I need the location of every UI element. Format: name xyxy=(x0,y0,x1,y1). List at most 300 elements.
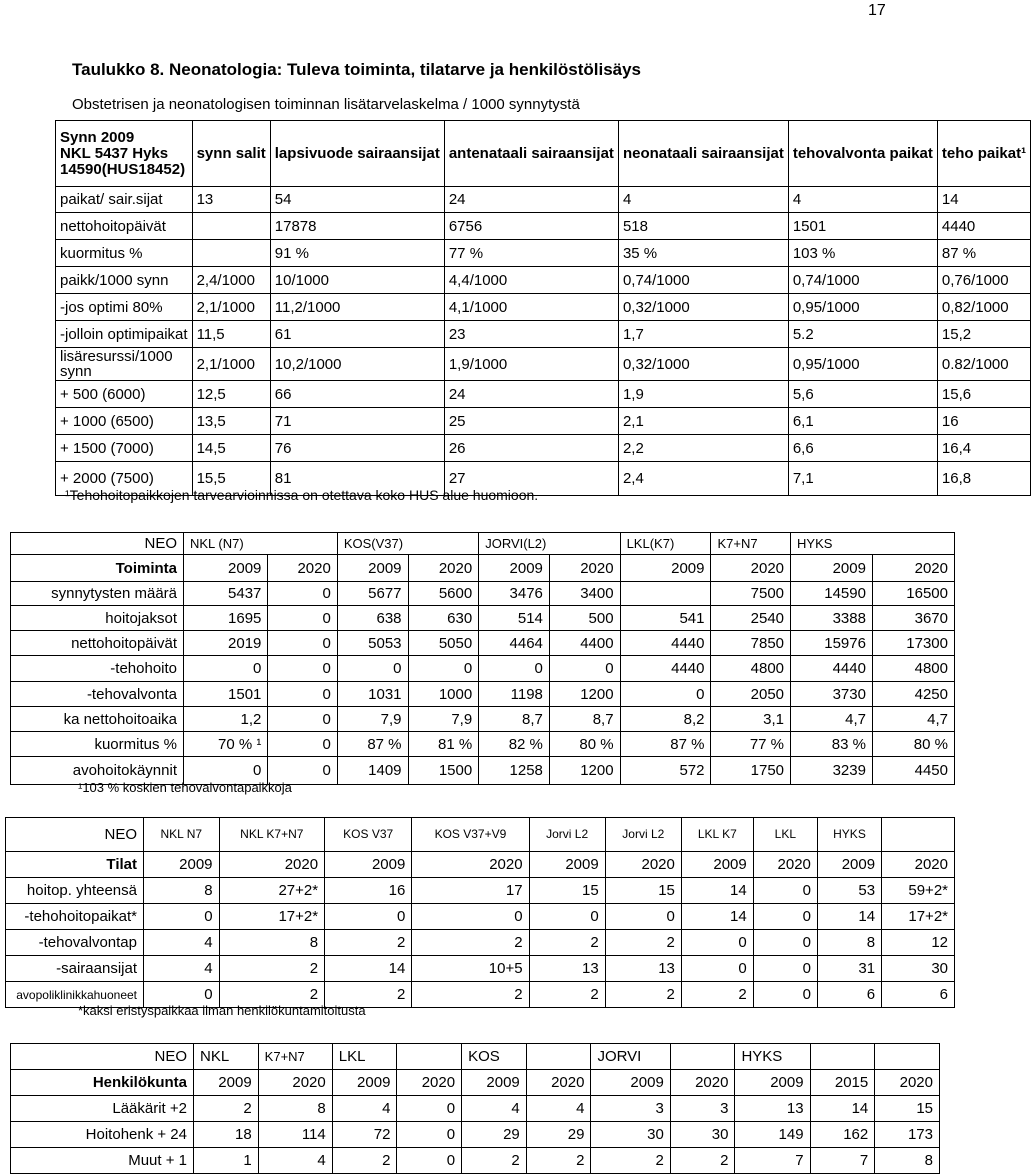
t2-cell: 16500 xyxy=(872,582,954,606)
t1-row-label: nettohoitopäivät xyxy=(56,213,193,240)
t4-cell: 18 xyxy=(194,1122,259,1148)
t4-row-label: Hoitohenk + 24 xyxy=(11,1122,194,1148)
t2-cell: 2009 xyxy=(620,555,711,582)
t4-cell: 29 xyxy=(526,1122,591,1148)
t2-cell: 4,7 xyxy=(872,707,954,732)
t2-cell: 4440 xyxy=(620,656,711,682)
t2-cell: 2020 xyxy=(549,555,620,582)
t2-cell: 0 xyxy=(408,656,479,682)
t1-cell: 5,6 xyxy=(788,381,937,408)
t2-g-k7n7: K7+N7 xyxy=(711,533,791,555)
t2-row xyxy=(11,582,955,606)
t3-cell: 2 xyxy=(325,930,412,956)
t2-row-label: hoitojaksot xyxy=(11,606,184,631)
t1-cell: 13 xyxy=(192,187,270,213)
t1-cell: 0.82/1000 xyxy=(937,348,1030,381)
t1-row-label: paikat/ sair.sijat xyxy=(56,187,193,213)
t2-cell: 17300 xyxy=(872,631,954,656)
t1-row xyxy=(56,294,1031,321)
t1-cell: 91 % xyxy=(270,240,444,267)
t1-cell: 2,4/1000 xyxy=(192,267,270,294)
t2-cell xyxy=(620,582,711,606)
t2-cell: 0 xyxy=(184,757,268,785)
t2-cell: 87 % xyxy=(337,732,408,757)
t2-cell: 15976 xyxy=(791,631,873,656)
t1-row-label: + 2000 (7500) xyxy=(56,462,193,496)
t3-row xyxy=(6,930,955,956)
t1-row xyxy=(56,213,1031,240)
t4-header-cell xyxy=(397,1044,462,1070)
t1-cell: 2,1/1000 xyxy=(192,348,270,381)
t3-cell: 2009 xyxy=(325,852,412,878)
t1-cell: 4 xyxy=(618,187,788,213)
page-title: Taulukko 8. Neonatologia: Tuleva toiminta, tilatarve ja henkilöstölisäys xyxy=(72,60,642,79)
t4-cell: 2 xyxy=(591,1148,670,1174)
t2-row-label: -tehohoito xyxy=(11,656,184,682)
t3-cell: 0 xyxy=(529,904,605,930)
t2-row xyxy=(11,555,955,582)
t1-cell: 6,6 xyxy=(788,435,937,462)
t3-cell: 2009 xyxy=(681,852,753,878)
t2-cell: 4800 xyxy=(872,656,954,682)
t3-cell: 10+5 xyxy=(412,956,529,982)
t1-cell: 77 % xyxy=(444,240,618,267)
t1-cell: 13,5 xyxy=(192,408,270,435)
t3-cell: 2 xyxy=(412,982,529,1008)
t1-cell: 23 xyxy=(444,321,618,348)
t2-cell: 8,2 xyxy=(620,707,711,732)
t3-cell: 0 xyxy=(412,904,529,930)
t2-cell: 2009 xyxy=(791,555,873,582)
t2-cell: 1501 xyxy=(184,682,268,707)
t2-cell: 3670 xyxy=(872,606,954,631)
t3-cell: 14 xyxy=(681,904,753,930)
t3-cell: 4 xyxy=(144,956,220,982)
t1-cell: 24 xyxy=(444,187,618,213)
t1-cell: 76 xyxy=(270,435,444,462)
t3-cell: 0 xyxy=(753,878,817,904)
t1-header-row xyxy=(56,121,1031,187)
t3-cell: 0 xyxy=(753,956,817,982)
t1-row xyxy=(56,321,1031,348)
t2-cell: 70 % ¹ xyxy=(184,732,268,757)
t1-cell: 1,9/1000 xyxy=(444,348,618,381)
t1-cell: 54 xyxy=(270,187,444,213)
t2-cell: 0 xyxy=(549,656,620,682)
t3-cell: 12 xyxy=(882,930,955,956)
t2-cell: 2540 xyxy=(711,606,791,631)
t2-g-lkl: LKL(K7) xyxy=(620,533,711,555)
t1-cell: 24 xyxy=(444,381,618,408)
t1-cell: 1501 xyxy=(788,213,937,240)
t3-header-cell: NKL K7+N7 xyxy=(219,818,325,852)
t2-cell: 1695 xyxy=(184,606,268,631)
t1-cell: 15,6 xyxy=(937,381,1030,408)
t4-cell: 8 xyxy=(258,1096,332,1122)
t2-row xyxy=(11,606,955,631)
t2-cell: 5677 xyxy=(337,582,408,606)
t2-cell: 1031 xyxy=(337,682,408,707)
t3-header-cell: KOS V37 xyxy=(325,818,412,852)
t2-cell: 2020 xyxy=(711,555,791,582)
t3-header-cell: LKL xyxy=(753,818,817,852)
t4-cell: 30 xyxy=(591,1122,670,1148)
t1-cell: 81 xyxy=(270,462,444,496)
t2-cell: 14590 xyxy=(791,582,873,606)
t2-cell: 7,9 xyxy=(408,707,479,732)
t1-row-label: + 1000 (6500) xyxy=(56,408,193,435)
t4-cell: 162 xyxy=(810,1122,875,1148)
t1-cell: 87 % xyxy=(937,240,1030,267)
t3-row-label: avopoliklinikkahuoneet xyxy=(6,982,144,1008)
t1-cell: 71 xyxy=(270,408,444,435)
t1-cell: 0,95/1000 xyxy=(788,294,937,321)
t1-cell: 14,5 xyxy=(192,435,270,462)
t1-cell: 25 xyxy=(444,408,618,435)
t3-row xyxy=(6,878,955,904)
t2-row xyxy=(11,631,955,656)
t2-cell: 83 % xyxy=(791,732,873,757)
t3-cell: 0 xyxy=(753,904,817,930)
t4-cell: 2020 xyxy=(875,1070,940,1096)
t2-cell: 4464 xyxy=(479,631,550,656)
t1-row-label: kuormitus % xyxy=(56,240,193,267)
t4-cell: 4 xyxy=(258,1148,332,1174)
t4-row xyxy=(11,1070,940,1096)
t3-row-label: hoitop. yhteensä xyxy=(6,878,144,904)
t3-cell: 2 xyxy=(219,982,325,1008)
t4-cell: 2020 xyxy=(670,1070,735,1096)
t1-cell: 16,4 xyxy=(937,435,1030,462)
t3-footnote: *kaksi eristyspaikkaa ilman henkilökuntamitoitusta xyxy=(78,1003,366,1018)
t3-cell: 0 xyxy=(753,982,817,1008)
t4-cell: 29 xyxy=(462,1122,527,1148)
t2-g-kos: KOS(V37) xyxy=(337,533,478,555)
t3-header-row xyxy=(6,818,955,852)
t4-cell: 14 xyxy=(810,1096,875,1122)
t4-cell: 0 xyxy=(397,1096,462,1122)
t2-cell: 1000 xyxy=(408,682,479,707)
t2-cell: 2020 xyxy=(872,555,954,582)
t1-cell: 26 xyxy=(444,435,618,462)
t1-cell: 17878 xyxy=(270,213,444,240)
t2-row-label: synnytysten määrä xyxy=(11,582,184,606)
t2-row-label: -tehovalvonta xyxy=(11,682,184,707)
resource-table xyxy=(55,120,1031,496)
t3-row-label: -tehovalvontap xyxy=(6,930,144,956)
t4-cell: 2 xyxy=(332,1148,397,1174)
t4-row xyxy=(11,1096,940,1122)
t4-cell: 2 xyxy=(462,1148,527,1174)
t4-cell: 2015 xyxy=(810,1070,875,1096)
t1-cell: 16,8 xyxy=(937,462,1030,496)
t4-cell: 114 xyxy=(258,1122,332,1148)
t2-cell: 5050 xyxy=(408,631,479,656)
t3-cell: 16 xyxy=(325,878,412,904)
t3-header-cell: NKL N7 xyxy=(144,818,220,852)
t1-corner: Synn 2009 NKL 5437 Hyks 14590(HUS18452) xyxy=(56,121,193,187)
t2-cell: 4250 xyxy=(872,682,954,707)
t2-cell: 2009 xyxy=(479,555,550,582)
t4-cell: 2009 xyxy=(735,1070,810,1096)
t4-header-cell: NEO xyxy=(11,1044,194,1070)
t4-cell: 30 xyxy=(670,1122,735,1148)
t2-cell: 1,2 xyxy=(184,707,268,732)
t4-row xyxy=(11,1148,940,1174)
t4-header-cell xyxy=(670,1044,735,1070)
t2-row-label: Toiminta xyxy=(11,555,184,582)
t4-cell: 3 xyxy=(670,1096,735,1122)
t2-cell: 0 xyxy=(268,707,337,732)
t3-cell: 2020 xyxy=(753,852,817,878)
t1-row-label: paikk/1000 synn xyxy=(56,267,193,294)
t3-cell: 0 xyxy=(144,982,220,1008)
t1-cell: 11,5 xyxy=(192,321,270,348)
t4-cell: 2009 xyxy=(591,1070,670,1096)
t3-cell: 2 xyxy=(219,956,325,982)
t1-row xyxy=(56,435,1031,462)
page-number: 17 xyxy=(868,2,886,19)
t4-cell: 2 xyxy=(670,1148,735,1174)
t1-cell: 11,2/1000 xyxy=(270,294,444,321)
t3-cell: 8 xyxy=(219,930,325,956)
t2-cell: 81 % xyxy=(408,732,479,757)
t3-row-label: -tehohoitopaikat* xyxy=(6,904,144,930)
t2-cell: 638 xyxy=(337,606,408,631)
t4-cell: 4 xyxy=(332,1096,397,1122)
t3-cell: 0 xyxy=(144,904,220,930)
t2-cell: 2050 xyxy=(711,682,791,707)
t1-cell: 1,7 xyxy=(618,321,788,348)
t1-row-label: lisäresurssi/1000 synn xyxy=(56,348,193,381)
t1-row xyxy=(56,408,1031,435)
t3-cell: 0 xyxy=(605,904,681,930)
t2-cell: 7,9 xyxy=(337,707,408,732)
t2-cell: 3239 xyxy=(791,757,873,785)
t1-h-teho: teho paikat¹ xyxy=(937,121,1030,187)
t2-cell: 514 xyxy=(479,606,550,631)
t2-cell: 0 xyxy=(620,682,711,707)
t2-cell: 3476 xyxy=(479,582,550,606)
t2-footnote: ¹103 % koskien tehovalvontapaikkoja xyxy=(78,780,292,795)
t4-cell: 3 xyxy=(591,1096,670,1122)
t2-cell: 0 xyxy=(268,682,337,707)
activity-table xyxy=(10,532,955,785)
t2-cell: 0 xyxy=(184,656,268,682)
t1-cell: 12,5 xyxy=(192,381,270,408)
t2-cell: 3400 xyxy=(549,582,620,606)
t3-cell: 2 xyxy=(529,930,605,956)
t2-cell: 1500 xyxy=(408,757,479,785)
t2-group-row xyxy=(11,533,955,555)
t3-cell: 0 xyxy=(325,904,412,930)
t4-cell: 2 xyxy=(194,1096,259,1122)
t3-header-cell: Jorvi L2 xyxy=(529,818,605,852)
t3-cell: 8 xyxy=(817,930,881,956)
t3-cell: 17+2* xyxy=(219,904,325,930)
t3-row-label: -sairaansijat xyxy=(6,956,144,982)
t2-cell: 8,7 xyxy=(479,707,550,732)
t4-cell: 7 xyxy=(810,1148,875,1174)
t4-header-cell xyxy=(875,1044,940,1070)
t4-cell: 2020 xyxy=(397,1070,462,1096)
t1-cell: 16 xyxy=(937,408,1030,435)
t4-cell: 4 xyxy=(462,1096,527,1122)
t4-cell: 8 xyxy=(875,1148,940,1174)
t3-cell: 2009 xyxy=(817,852,881,878)
t2-row-label: nettohoitopäivät xyxy=(11,631,184,656)
t2-cell: 572 xyxy=(620,757,711,785)
t4-cell: 13 xyxy=(735,1096,810,1122)
t4-cell: 0 xyxy=(397,1122,462,1148)
t3-cell: 2020 xyxy=(882,852,955,878)
t3-cell: 0 xyxy=(681,956,753,982)
t3-cell: 6 xyxy=(817,982,881,1008)
t1-cell: 2,1 xyxy=(618,408,788,435)
t4-cell: 149 xyxy=(735,1122,810,1148)
t2-cell: 2019 xyxy=(184,631,268,656)
t2-cell: 7850 xyxy=(711,631,791,656)
t4-header-cell: LKL xyxy=(332,1044,397,1070)
t2-cell: 80 % xyxy=(872,732,954,757)
t1-h-lapsivuode: lapsivuode sairaansijat xyxy=(270,121,444,187)
t3-header-cell: HYKS xyxy=(817,818,881,852)
t1-cell: 6756 xyxy=(444,213,618,240)
t1-cell: 4 xyxy=(788,187,937,213)
t2-cell: 8,7 xyxy=(549,707,620,732)
t4-cell: 2 xyxy=(526,1148,591,1174)
t3-cell: 13 xyxy=(529,956,605,982)
t4-row-label: Lääkärit +2 xyxy=(11,1096,194,1122)
t2-cell: 3388 xyxy=(791,606,873,631)
t3-row xyxy=(6,904,955,930)
t2-cell: 630 xyxy=(408,606,479,631)
t1-cell: 4440 xyxy=(937,213,1030,240)
t2-cell: 7500 xyxy=(711,582,791,606)
t2-cell: 1200 xyxy=(549,682,620,707)
t1-cell: 10/1000 xyxy=(270,267,444,294)
t1-cell: 6,1 xyxy=(788,408,937,435)
t2-row-label: kuormitus % xyxy=(11,732,184,757)
t3-cell: 53 xyxy=(817,878,881,904)
t1-row-label: + 500 (6000) xyxy=(56,381,193,408)
t4-cell: 173 xyxy=(875,1122,940,1148)
t3-cell: 0 xyxy=(753,930,817,956)
t3-cell: 2 xyxy=(412,930,529,956)
t3-cell: 2009 xyxy=(529,852,605,878)
t3-cell: 17+2* xyxy=(882,904,955,930)
t3-cell: 14 xyxy=(817,904,881,930)
t2-row xyxy=(11,707,955,732)
t3-header-cell xyxy=(882,818,955,852)
t1-cell: 4,4/1000 xyxy=(444,267,618,294)
t4-header-cell xyxy=(810,1044,875,1070)
t3-cell: 15 xyxy=(605,878,681,904)
t3-cell: 17 xyxy=(412,878,529,904)
t1-cell: 4,1/1000 xyxy=(444,294,618,321)
t1-row-label: -jolloin optimipaikat xyxy=(56,321,193,348)
t2-cell: 1750 xyxy=(711,757,791,785)
t2-cell: 4800 xyxy=(711,656,791,682)
t1-cell: 0,76/1000 xyxy=(937,267,1030,294)
t3-row xyxy=(6,956,955,982)
t2-cell: 4440 xyxy=(620,631,711,656)
t4-header-cell: KOS xyxy=(462,1044,527,1070)
t4-cell: 15 xyxy=(875,1096,940,1122)
t3-cell: 2 xyxy=(529,982,605,1008)
t1-cell: 66 xyxy=(270,381,444,408)
t1-cell: 7,1 xyxy=(788,462,937,496)
t1-cell: 27 xyxy=(444,462,618,496)
page-subtitle: Obstetrisen ja neonatologisen toiminnan lisätarvelaskelma / 1000 synnytystä xyxy=(72,96,580,113)
t4-header-cell: K7+N7 xyxy=(258,1044,332,1070)
t1-cell: 61 xyxy=(270,321,444,348)
t1-h-synn: synn salit xyxy=(192,121,270,187)
t2-cell: 3,1 xyxy=(711,707,791,732)
facilities-table xyxy=(5,817,955,1008)
t4-row xyxy=(11,1122,940,1148)
t3-cell: 2 xyxy=(605,982,681,1008)
t1-row xyxy=(56,348,1031,381)
t2-g-jorvi: JORVI(L2) xyxy=(479,533,620,555)
t2-cell: 0 xyxy=(268,757,337,785)
t4-cell: 0 xyxy=(397,1148,462,1174)
t3-cell: 0 xyxy=(681,930,753,956)
t2-cell: 541 xyxy=(620,606,711,631)
t2-cell: 5600 xyxy=(408,582,479,606)
t3-cell: 2 xyxy=(681,982,753,1008)
t2-cell: 0 xyxy=(268,582,337,606)
t4-header-cell: JORVI xyxy=(591,1044,670,1070)
t2-cell: 4400 xyxy=(549,631,620,656)
t1-h-tehovalvonta: tehovalvonta paikat xyxy=(788,121,937,187)
t4-cell: 1 xyxy=(194,1148,259,1174)
t1-cell: 2,2 xyxy=(618,435,788,462)
t1-cell xyxy=(192,213,270,240)
t1-cell: 2,1/1000 xyxy=(192,294,270,321)
t2-cell: 1198 xyxy=(479,682,550,707)
t2-cell: 5437 xyxy=(184,582,268,606)
t2-cell: 1200 xyxy=(549,757,620,785)
t1-footnote: ¹Tehohoitopaikkojen tarvearvioinnissa on otettava koko HUS alue huomioon. xyxy=(65,487,539,503)
t2-g-nkl: NKL (N7) xyxy=(184,533,338,555)
t1-cell xyxy=(192,240,270,267)
t2-cell: 2020 xyxy=(268,555,337,582)
t2-cell: 87 % xyxy=(620,732,711,757)
t3-row xyxy=(6,852,955,878)
t2-cell: 1409 xyxy=(337,757,408,785)
t2-neo: NEO xyxy=(11,533,184,555)
t4-cell: 2009 xyxy=(332,1070,397,1096)
t1-cell: 0,74/1000 xyxy=(788,267,937,294)
t1-cell: 0,32/1000 xyxy=(618,294,788,321)
staff-table xyxy=(10,1043,940,1174)
t2-cell: 4,7 xyxy=(791,707,873,732)
t1-cell: 15,5 xyxy=(192,462,270,496)
t2-row-label: avohoitokäynnit xyxy=(11,757,184,785)
t2-cell: 5053 xyxy=(337,631,408,656)
t3-cell: 2 xyxy=(325,982,412,1008)
t2-cell: 3730 xyxy=(791,682,873,707)
t2-cell: 77 % xyxy=(711,732,791,757)
t3-cell: 14 xyxy=(325,956,412,982)
t3-cell: 31 xyxy=(817,956,881,982)
t2-cell: 0 xyxy=(268,631,337,656)
t3-row-label: Tilat xyxy=(6,852,144,878)
t4-cell: 2009 xyxy=(194,1070,259,1096)
t1-cell: 14 xyxy=(937,187,1030,213)
t4-cell: 2020 xyxy=(258,1070,332,1096)
